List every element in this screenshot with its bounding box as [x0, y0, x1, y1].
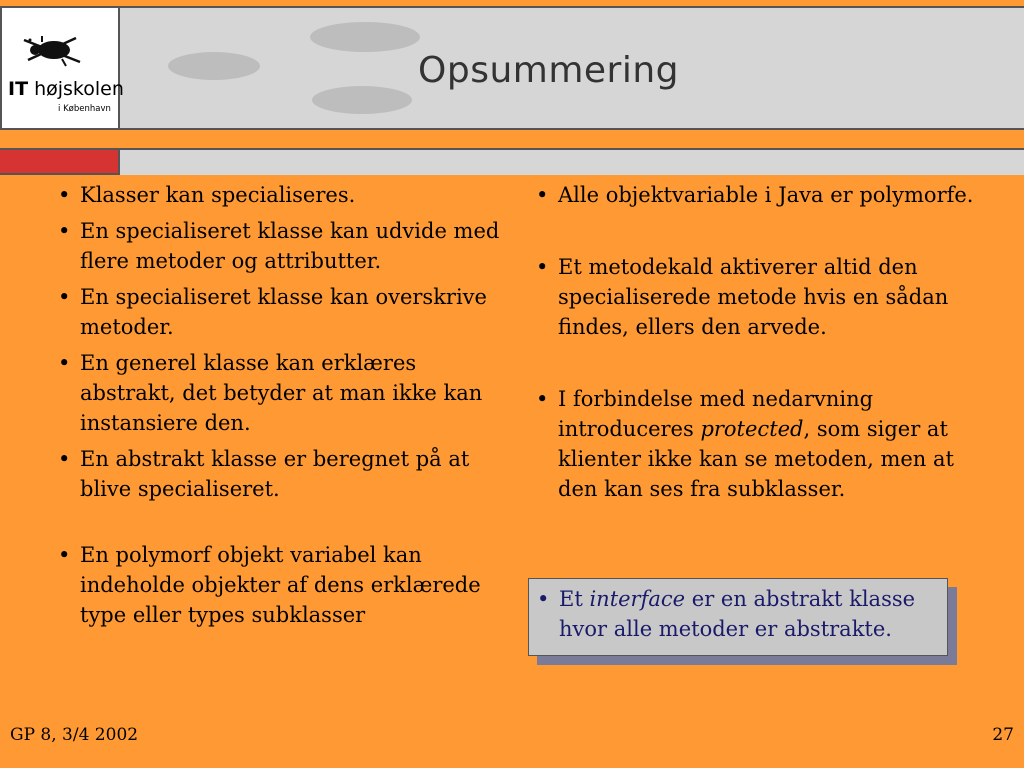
- list-item: • Alle objektvariable i Java er polymorfe.: [536, 180, 986, 210]
- decorative-blob: [310, 22, 420, 52]
- header-orange-strip: [0, 130, 1024, 148]
- interface-keyword: interface: [589, 587, 686, 611]
- right-bullet-list: [536, 180, 986, 504]
- list-item: • En specialiseret klasse kan overskrive metoder.: [58, 282, 508, 342]
- header-sub-grey-band: [120, 148, 1024, 175]
- list-item: • En generel klasse kan erklæres abstrakt, det betyder at man ikke kan instansiere den.: [58, 348, 508, 438]
- institution-logo: [0, 6, 124, 130]
- list-item: • Klasser kan specialiseres.: [58, 180, 508, 210]
- left-bullet-list: [58, 180, 508, 630]
- logo-subtitle: i København: [58, 104, 111, 114]
- header-red-block: [0, 148, 120, 175]
- callout-list: [537, 584, 937, 644]
- slide-header: [0, 0, 1024, 175]
- list-item: • En abstrakt klasse er beregnet på at blive specialiseret.: [58, 444, 508, 504]
- list-item: • I forbindelse med nedarvning introduceres protected, som siger at klienter ikke kan se metoden, men at den kan ses fra subklasser.: [536, 384, 986, 504]
- interface-callout-box: [528, 578, 948, 656]
- list-item: • Et interface er en abstrakt klasse hvor alle metoder er abstrakte.: [537, 584, 937, 644]
- list-item: • En polymorf objekt variabel kan indeholde objekter af dens erklærede type eller types subklasser: [58, 540, 508, 630]
- logo-name: IT højskolen: [8, 78, 124, 100]
- page-number: 27: [992, 725, 1014, 745]
- list-item: • En specialiseret klasse kan udvide med flere metoder og attributter.: [58, 216, 508, 276]
- decorative-blob: [312, 86, 412, 114]
- decorative-blob: [168, 52, 260, 80]
- protected-keyword: protected: [700, 417, 804, 441]
- bug-logo-icon: [22, 32, 82, 72]
- footer-course-date: GP 8, 3/4 2002: [10, 725, 139, 745]
- slide-title: Opsummering: [418, 50, 680, 91]
- list-item: • Et metodekald aktiverer altid den specialiserede metode hvis en sådan findes, ellers den arvede.: [536, 252, 986, 342]
